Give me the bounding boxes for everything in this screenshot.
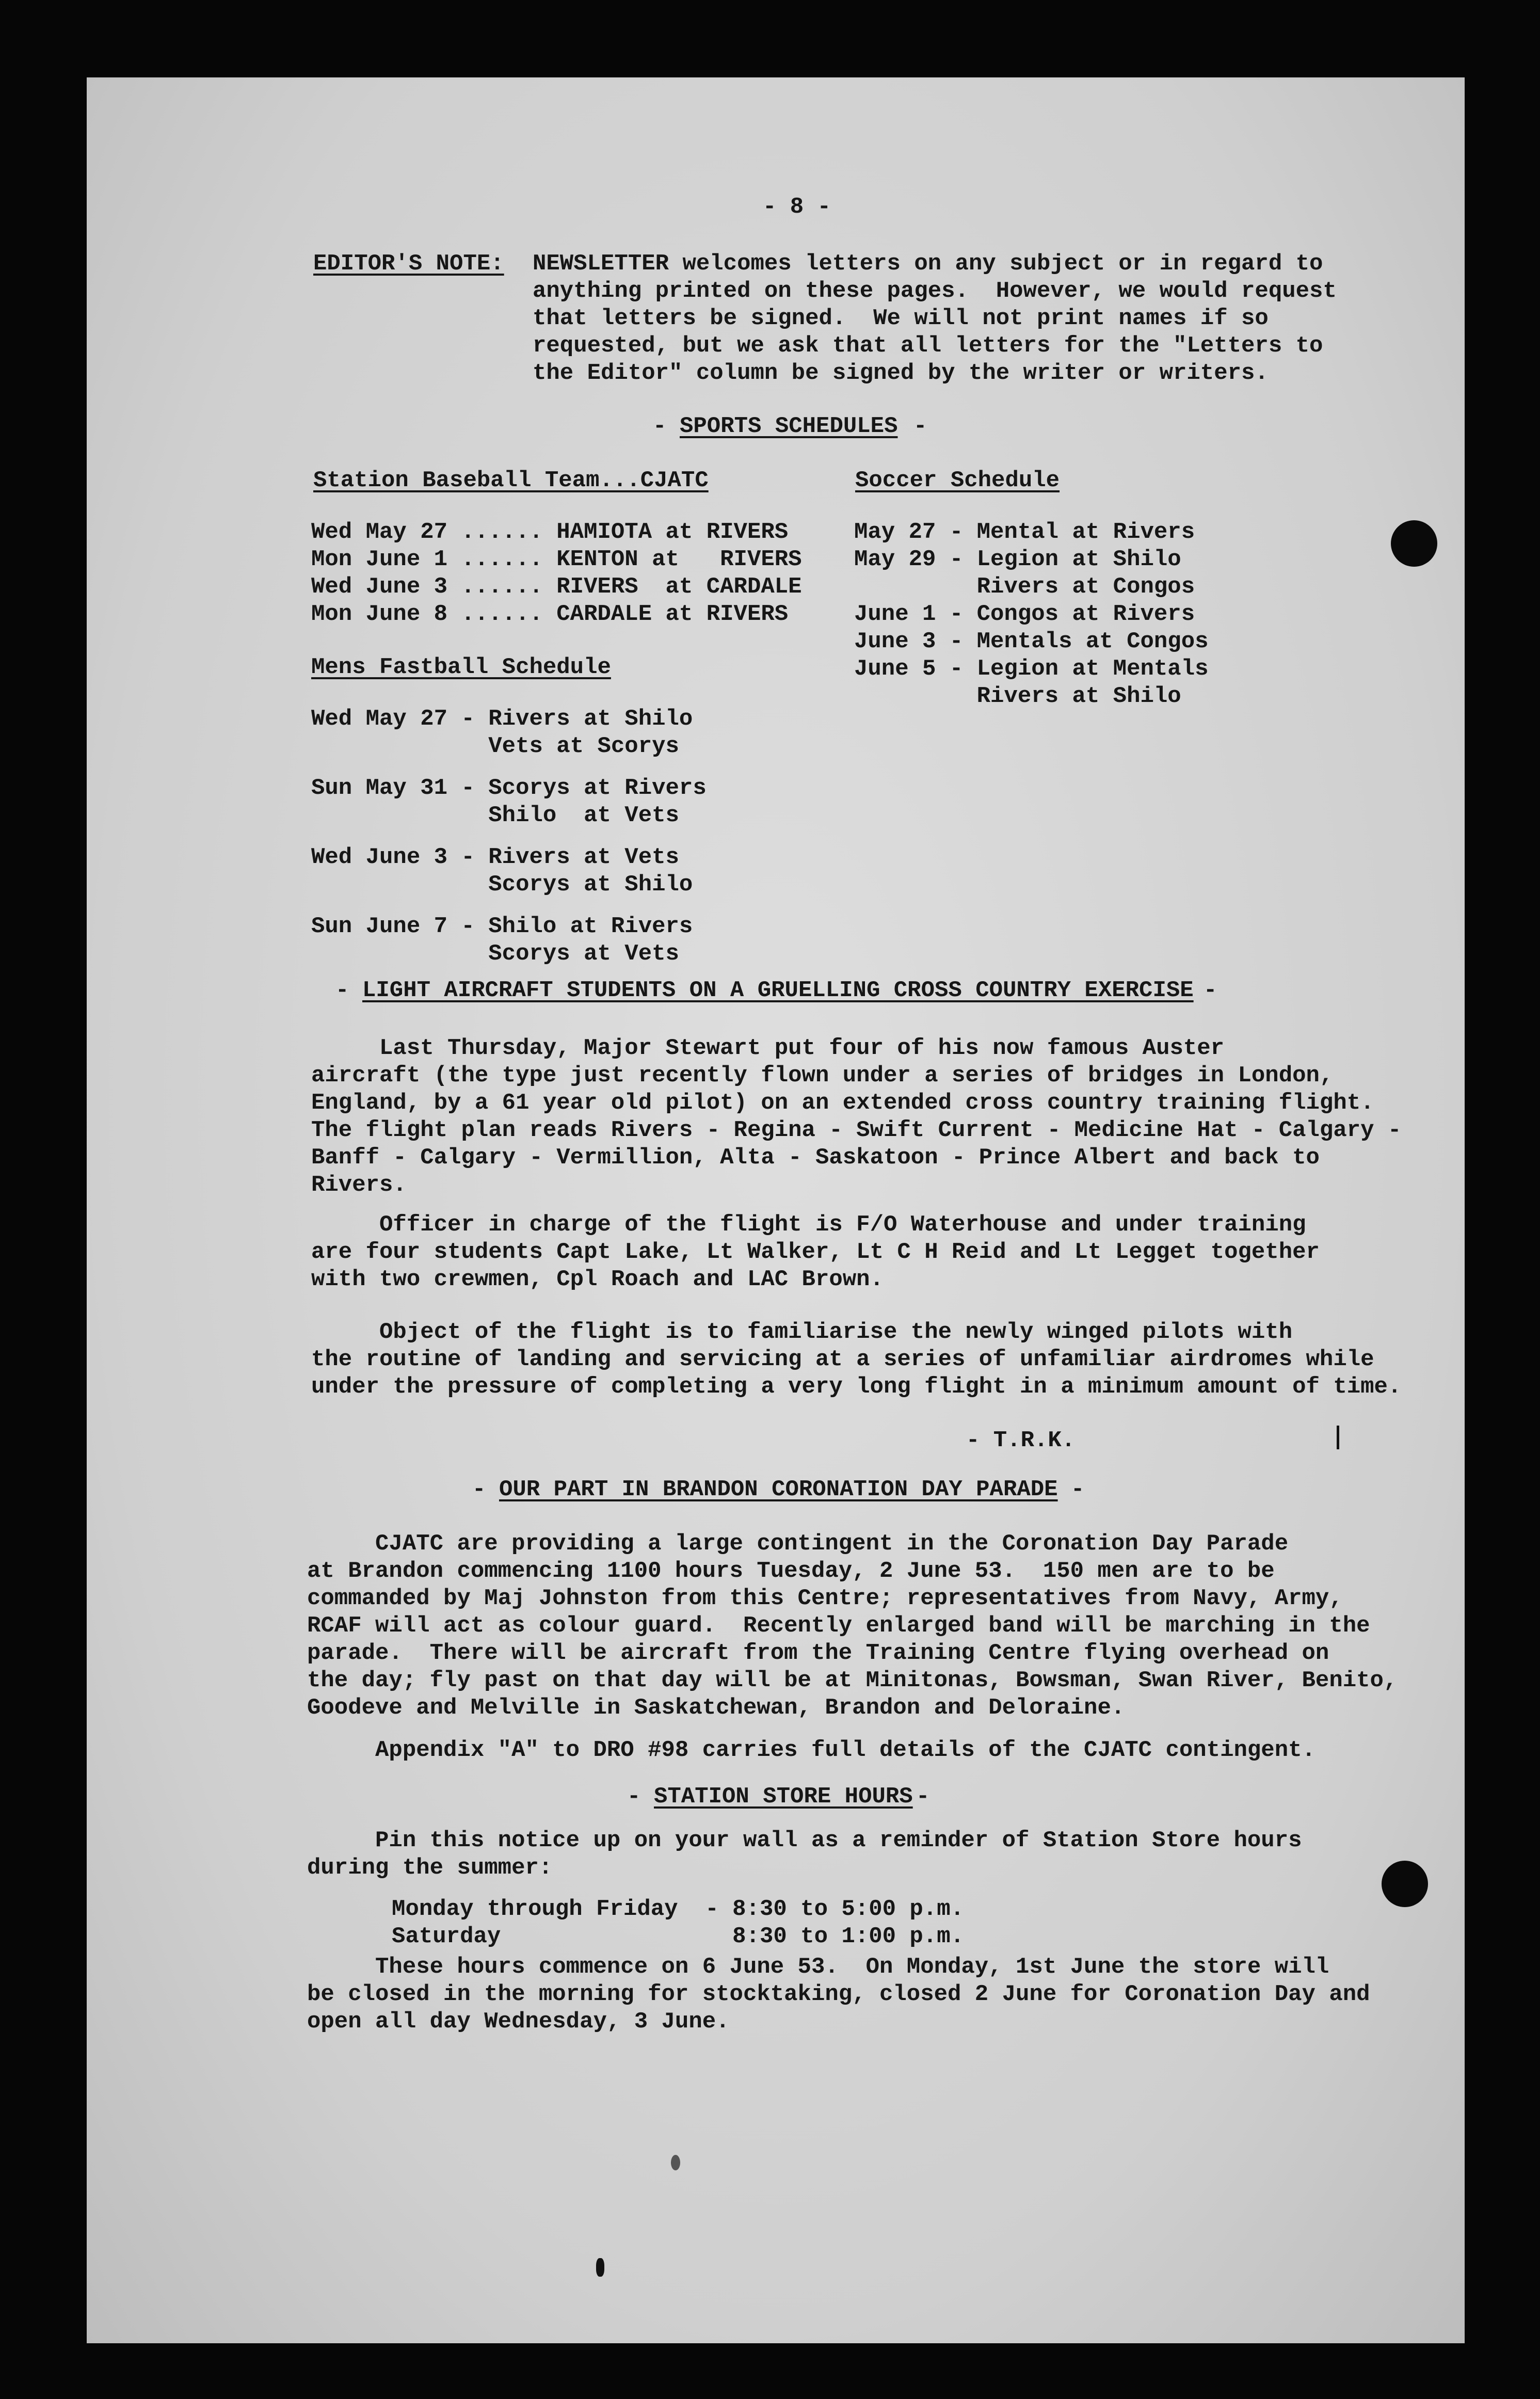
soccer-row: June 3 - Mentals at Congos (854, 629, 1209, 654)
sports-heading-text: SPORTS SCHEDULES (680, 413, 898, 439)
baseball-row: Wed June 3 ...... RIVERS at CARDALE (311, 574, 802, 600)
light-aircraft-heading-text: LIGHT AIRCRAFT STUDENTS ON A GRUELLING CROSS COUNTRY EXERCISE (362, 978, 1194, 1003)
fastball-row: Sun June 7 - Shilo at Rivers (311, 914, 693, 939)
fastball-row: Wed May 27 - Rivers at Shilo (311, 706, 693, 732)
store-hours-line: Saturday 8:30 to 1:00 p.m. (255, 1924, 965, 1949)
text-line: Goodeve and Melville in Saskatchewan, Brandon and Deloraine. (307, 1695, 1125, 1721)
ink-speck (596, 2258, 604, 2277)
store-heading-text: STATION STORE HOURS (654, 1784, 913, 1810)
text-line: under the pressure of completing a very long flight in a minimum amount of time. (311, 1374, 1402, 1400)
soccer-row: Rivers at Congos (854, 574, 1195, 600)
heading-dash: - (335, 978, 349, 1003)
text-line: England, by a 61 year old pilot) on an extended cross country training flight. (311, 1090, 1374, 1116)
text-line: These hours commence on 6 June 53. On Monday, 1st June the store will (307, 1954, 1329, 1980)
fastball-title: Mens Fastball Schedule (311, 654, 611, 680)
editors-note-line: NEWSLETTER welcomes letters on any subject or in regard to (533, 251, 1323, 277)
punch-hole-bottom (1382, 1861, 1428, 1907)
text-line: Rivers. (311, 1172, 407, 1198)
punch-hole-top (1391, 520, 1437, 567)
heading-dash: - (916, 1784, 930, 1810)
text-line: aircraft (the type just recently flown under a series of bridges in London, (311, 1063, 1334, 1089)
editors-note-line: the Editor" column be signed by the writer or writers. (533, 360, 1269, 386)
page-number: - 8 - (763, 194, 831, 220)
text-line: be closed in the morning for stocktaking, closed 2 June for Coronation Day and (307, 1981, 1370, 2007)
fastball-row: Wed June 3 - Rivers at Vets (311, 844, 679, 870)
editors-note-line: requested, but we ask that all letters for the "Letters to (533, 333, 1323, 359)
text-line: the routine of landing and servicing at a series of unfamiliar airdromes while (311, 1347, 1374, 1372)
coronation-heading-text: OUR PART IN BRANDON CORONATION DAY PARADE (499, 1477, 1058, 1502)
ink-speck (671, 2155, 680, 2170)
author-signature: - T.R.K. (966, 1428, 1076, 1453)
text-line: with two crewmen, Cpl Roach and LAC Brown. (311, 1267, 884, 1292)
text-line: during the summer: (307, 1855, 553, 1881)
soccer-row: May 29 - Legion at Shilo (854, 547, 1181, 572)
fastball-row: Sun May 31 - Scorys at Rivers (311, 775, 707, 801)
heading-dash: - (627, 1784, 641, 1810)
fastball-row: Scorys at Vets (311, 941, 679, 967)
heading-dash: - (913, 413, 927, 439)
text-line: CJATC are providing a large contingent in the Coronation Day Parade (307, 1531, 1289, 1557)
editors-note-line: anything printed on these pages. However, we would request (533, 278, 1337, 304)
stray-mark (1337, 1426, 1339, 1449)
editors-note-line: that letters be signed. We will not print names if so (533, 306, 1269, 331)
soccer-row: June 1 - Congos at Rivers (854, 601, 1195, 627)
baseball-row: Wed May 27 ...... HAMIOTA at RIVERS (311, 519, 789, 545)
soccer-row: Rivers at Shilo (854, 683, 1181, 709)
fastball-row: Scorys at Shilo (311, 872, 693, 898)
text-line: at Brandon commencing 1100 hours Tuesday, 2 June 53. 150 men are to be (307, 1558, 1275, 1584)
text-line: The flight plan reads Rivers - Regina - Swift Current - Medicine Hat - Calgary - (311, 1117, 1402, 1143)
baseball-row: Mon June 1 ...... KENTON at RIVERS (311, 547, 802, 572)
heading-dash: - (472, 1477, 486, 1502)
baseball-row: Mon June 8 ...... CARDALE at RIVERS (311, 601, 789, 627)
text-line: are four students Capt Lake, Lt Walker, Lt C H Reid and Lt Legget together (311, 1239, 1320, 1265)
baseball-title: Station Baseball Team...CJATC (313, 468, 709, 493)
fastball-row: Shilo at Vets (311, 803, 679, 828)
heading-dash: - (1204, 978, 1217, 1003)
heading-dash: - (653, 413, 667, 439)
text-line: Pin this notice up on your wall as a reminder of Station Store hours (307, 1828, 1302, 1853)
fastball-row: Vets at Scorys (311, 733, 679, 759)
text-line: Object of the flight is to familiarise the newly winged pilots with (311, 1319, 1293, 1345)
coronation-para-2: Appendix "A" to DRO #98 carries full details of the CJATC contingent. (307, 1737, 1316, 1763)
text-line: RCAF will act as colour guard. Recently enlarged band will be marching in the (307, 1613, 1370, 1639)
text-line: open all day Wednesday, 3 June. (307, 2009, 730, 2035)
soccer-row: May 27 - Mental at Rivers (854, 519, 1195, 545)
editors-note-label: EDITOR'S NOTE: (313, 251, 504, 277)
store-hours-line: Monday through Friday - 8:30 to 5:00 p.m. (255, 1896, 965, 1922)
text-line: the day; fly past on that day will be at Minitonas, Bowsman, Swan River, Benito, (307, 1668, 1398, 1693)
text-line: commanded by Maj Johnston from this Centre; representatives from Navy, Army, (307, 1586, 1343, 1611)
heading-dash: - (1071, 1477, 1085, 1502)
text-line: Officer in charge of the flight is F/O Waterhouse and under training (311, 1212, 1306, 1238)
text-line: Banff - Calgary - Vermillion, Alta - Saskatoon - Prince Albert and back to (311, 1145, 1320, 1171)
text-line: parade. There will be aircraft from the Training Centre flying overhead on (307, 1640, 1329, 1666)
text-line: Last Thursday, Major Stewart put four of his now famous Auster (311, 1035, 1225, 1061)
soccer-row: June 5 - Legion at Mentals (854, 656, 1209, 682)
soccer-title: Soccer Schedule (855, 468, 1060, 493)
